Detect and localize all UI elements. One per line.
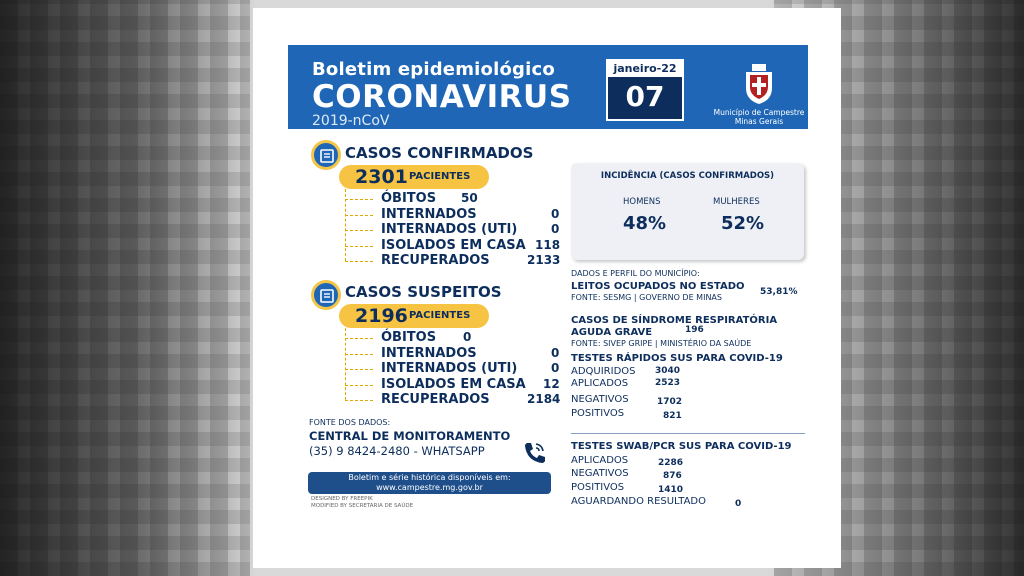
bulletin-card [253, 8, 841, 568]
source-label: FONTE DOS DADOS: [309, 418, 391, 427]
suspected-title: CASOS SUSPEITOS [345, 283, 502, 301]
profile-heading: DADOS E PERFIL DO MUNICÍPIO: [571, 269, 700, 278]
incidence-panel [571, 163, 804, 260]
phone-number: (35) 9 8424-2480 - WHATSAPP [309, 444, 485, 458]
row-label: INTERNADOS (UTI) [381, 222, 518, 237]
suspected-rows [381, 330, 561, 410]
row-value: 0 [551, 346, 560, 360]
credit-modified: MODIFIED BY SECRETARIA DE SAÚDE [311, 503, 414, 509]
divider [571, 433, 805, 434]
row-label: ÓBITOS [381, 191, 437, 206]
row-value: 0 [551, 361, 560, 375]
confirmed-row [381, 207, 561, 222]
row-value: 118 [535, 238, 561, 252]
suspected-total: 2196 [355, 305, 408, 327]
header-title-line1: Boletim epidemiológico [312, 59, 555, 80]
row-value: 2184 [527, 392, 561, 406]
row-label: ISOLADOS EM CASA [381, 238, 526, 253]
suspected-row [381, 377, 561, 392]
website-banner [308, 472, 551, 494]
swab-negativos-label: NEGATIVOS [571, 468, 629, 479]
confirmed-row [381, 253, 561, 268]
suspected-row [381, 361, 561, 376]
phone-icon [521, 440, 547, 466]
rapid-tests-title: TESTES RÁPIDOS SUS PARA COVID-19 [571, 353, 783, 364]
suspected-row [381, 392, 561, 407]
row-label: RECUPERADOS [381, 392, 490, 407]
men-value: 48% [623, 213, 667, 234]
credit-designer: DESIGNED BY FREEPIK [311, 496, 373, 502]
rapid-negativos-label: NEGATIVOS [571, 394, 629, 405]
swab-positivos-value: 1410 [658, 485, 684, 495]
row-value: 50 [461, 191, 478, 205]
row-label: ÓBITOS [381, 330, 437, 345]
beds-label: LEITOS OCUPADOS NO ESTADO [571, 281, 745, 292]
suspected-total-pill [339, 304, 489, 328]
header-title-line3: 2019-nCoV [312, 113, 390, 129]
swab-aguardando-label: AGUARDANDO RESULTADO [571, 496, 706, 507]
municipality-name [706, 108, 812, 126]
row-label: ISOLADOS EM CASA [381, 377, 526, 392]
confirmed-row [381, 222, 561, 237]
srag-label-1: CASOS DE SÍNDROME RESPIRATÓRIA [571, 315, 778, 326]
swab-aguardando-value: 0 [735, 499, 742, 509]
clipboard-icon [311, 140, 341, 170]
rapid-positivos-label: POSITIVOS [571, 408, 625, 419]
municipality-line2: Minas Gerais [734, 117, 784, 126]
rapid-adquiridos-value: 3040 [655, 366, 681, 376]
suspected-total-label: PACIENTES [409, 310, 471, 321]
row-label: INTERNADOS [381, 346, 477, 361]
website-banner-line1: Boletim e série histórica disponíveis em: [348, 473, 511, 482]
swab-positivos-label: POSITIVOS [571, 482, 625, 493]
municipality-line1: Município de Campestre [713, 108, 805, 117]
rapid-aplicados-value: 2523 [655, 378, 681, 388]
date-month: janeiro-22 [608, 61, 682, 77]
confirmed-total: 2301 [355, 166, 408, 188]
row-value: 2133 [527, 253, 561, 267]
row-label: INTERNADOS [381, 207, 477, 222]
incidence-title: INCIDÊNCIA (CASOS CONFIRMADOS) [600, 171, 775, 181]
row-value: 12 [543, 377, 560, 391]
beds-source: FONTE: SESMG | GOVERNO DE MINAS [571, 293, 722, 302]
women-label: MULHERES [713, 197, 760, 207]
monitoring-center: CENTRAL DE MONITORAMENTO [309, 429, 511, 443]
confirmed-total-pill [339, 165, 489, 189]
women-value: 52% [721, 213, 765, 234]
beds-value: 53,81% [760, 287, 798, 297]
row-label: INTERNADOS (UTI) [381, 361, 518, 376]
background-pattern-left [0, 0, 250, 576]
confirmed-row [381, 191, 561, 206]
date-day: 07 [625, 80, 665, 113]
rapid-adquiridos-label: ADQUIRIDOS [571, 366, 636, 377]
row-label: RECUPERADOS [381, 253, 490, 268]
rapid-aplicados-label: APLICADOS [571, 378, 629, 389]
row-value: 0 [463, 330, 472, 344]
swab-tests-title: TESTES SWAB/PCR SUS PARA COVID-19 [571, 441, 792, 452]
swab-negativos-value: 876 [663, 471, 682, 481]
crest-icon [740, 63, 778, 105]
suspected-row [381, 346, 561, 361]
rapid-positivos-value: 821 [663, 411, 682, 421]
confirmed-rows [381, 191, 561, 271]
date-box [606, 59, 684, 121]
confirmed-title: CASOS CONFIRMADOS [345, 144, 534, 162]
swab-aplicados-value: 2286 [658, 458, 684, 468]
header-title-line2: CORONAVIRUS [312, 79, 572, 115]
confirmed-total-label: PACIENTES [409, 171, 471, 182]
website-link[interactable]: www.campestre.mg.gov.br [376, 483, 483, 492]
men-label: HOMENS [623, 197, 661, 207]
srag-value: 196 [685, 325, 704, 335]
suspected-row [381, 330, 561, 345]
bulletin-header [288, 45, 808, 129]
srag-source: FONTE: SIVEP GRIPE | MINISTÉRIO DA SAÚDE [571, 339, 752, 348]
rapid-negativos-value: 1702 [657, 397, 683, 407]
srag-label-2: AGUDA GRAVE [571, 327, 653, 338]
row-value: 0 [551, 207, 560, 221]
confirmed-row [381, 238, 561, 253]
swab-aplicados-label: APLICADOS [571, 455, 629, 466]
row-value: 0 [551, 222, 560, 236]
clipboard-icon [311, 280, 341, 310]
